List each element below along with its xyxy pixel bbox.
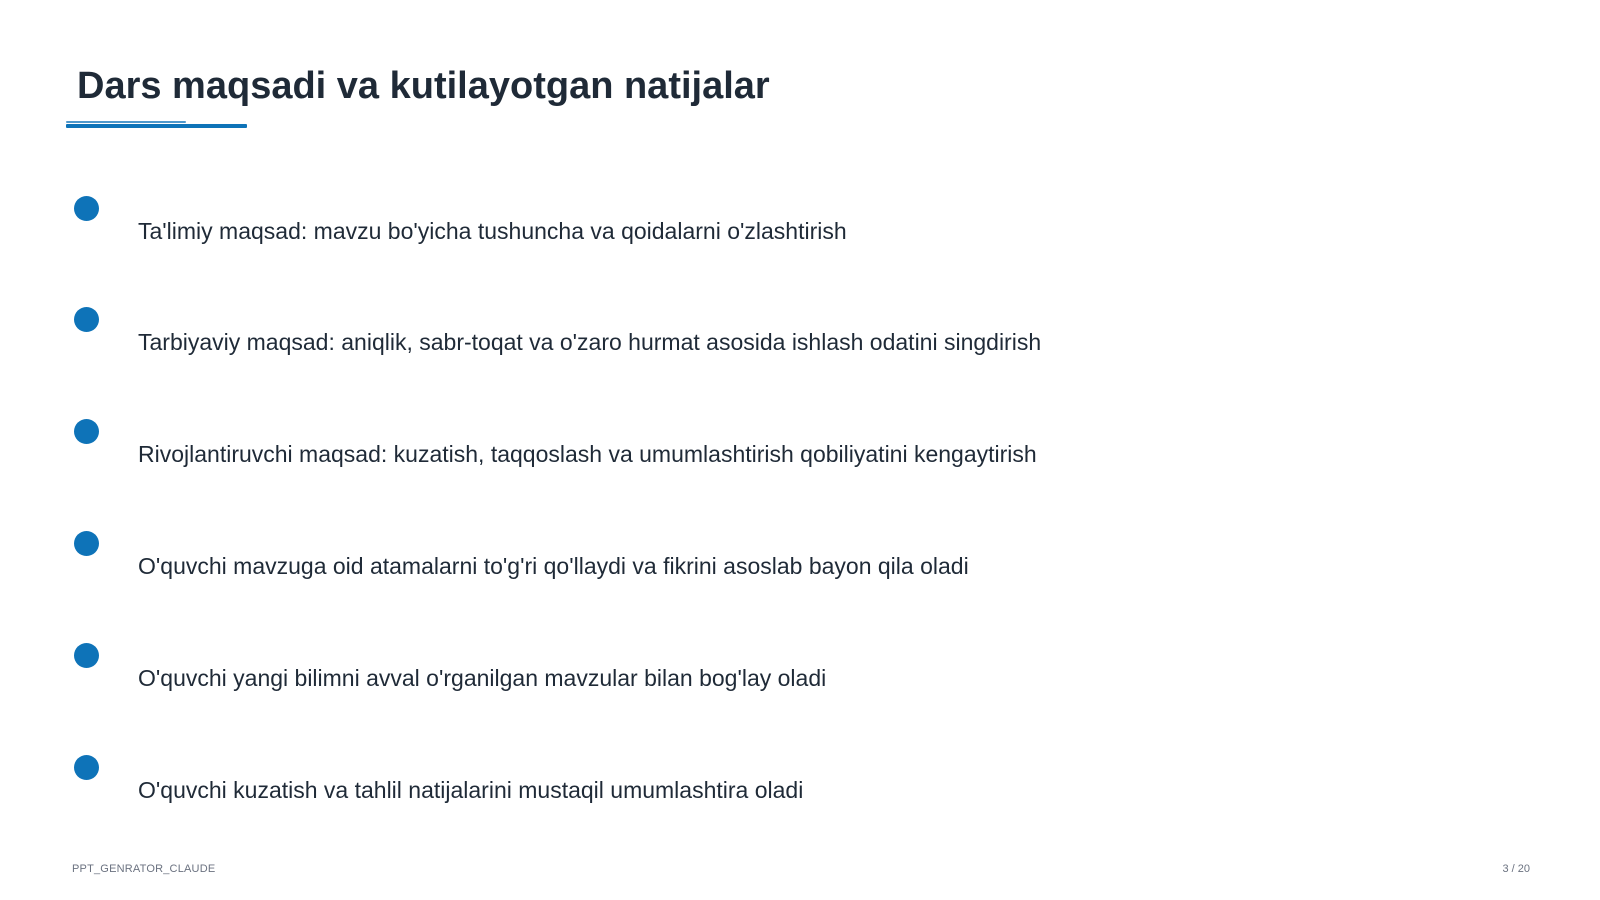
list-item-text: O'quvchi kuzatish va tahlil natijalarini mustaqil umumlashtira oladi [138, 777, 804, 803]
footer-source-label: PPT_GENRATOR_CLAUDE [72, 863, 216, 875]
slide-title: Dars maqsadi va kutilayotgan natijalar [77, 65, 770, 107]
bullet-dot-icon [74, 196, 99, 221]
list-item-text: O'quvchi mavzuga oid atamalarni to'g'ri qo'llaydi va fikrini asoslab bayon qila oladi [138, 553, 969, 579]
bullet-dot-icon [74, 307, 99, 332]
list-item [0, 643, 1300, 703]
list-item-text: Rivojlantiruvchi maqsad: kuzatish, taqqoslash va umumlashtirish qobiliyatini kengaytirish [138, 441, 1037, 467]
list-item [0, 419, 1300, 479]
bullet-dot-icon [74, 643, 99, 668]
bullet-dot-icon [74, 531, 99, 556]
list-item-text: Tarbiyaviy maqsad: aniqlik, sabr-toqat va o'zaro hurmat asosida ishlash odatini singdirish [138, 329, 1042, 355]
list-item [0, 531, 1300, 591]
list-item [0, 755, 1300, 815]
bullet-dot-icon [74, 419, 99, 444]
list-item [0, 196, 1300, 256]
list-item [0, 307, 1300, 367]
bullet-dot-icon [74, 755, 99, 780]
list-item-text: Ta'limiy maqsad: mavzu bo'yicha tushuncha va qoidalarni o'zlashtirish [138, 218, 847, 244]
page-indicator: 3 / 20 [1502, 863, 1530, 875]
list-item-text: O'quvchi yangi bilimni avval o'rganilgan mavzular bilan bog'lay oladi [138, 665, 827, 691]
